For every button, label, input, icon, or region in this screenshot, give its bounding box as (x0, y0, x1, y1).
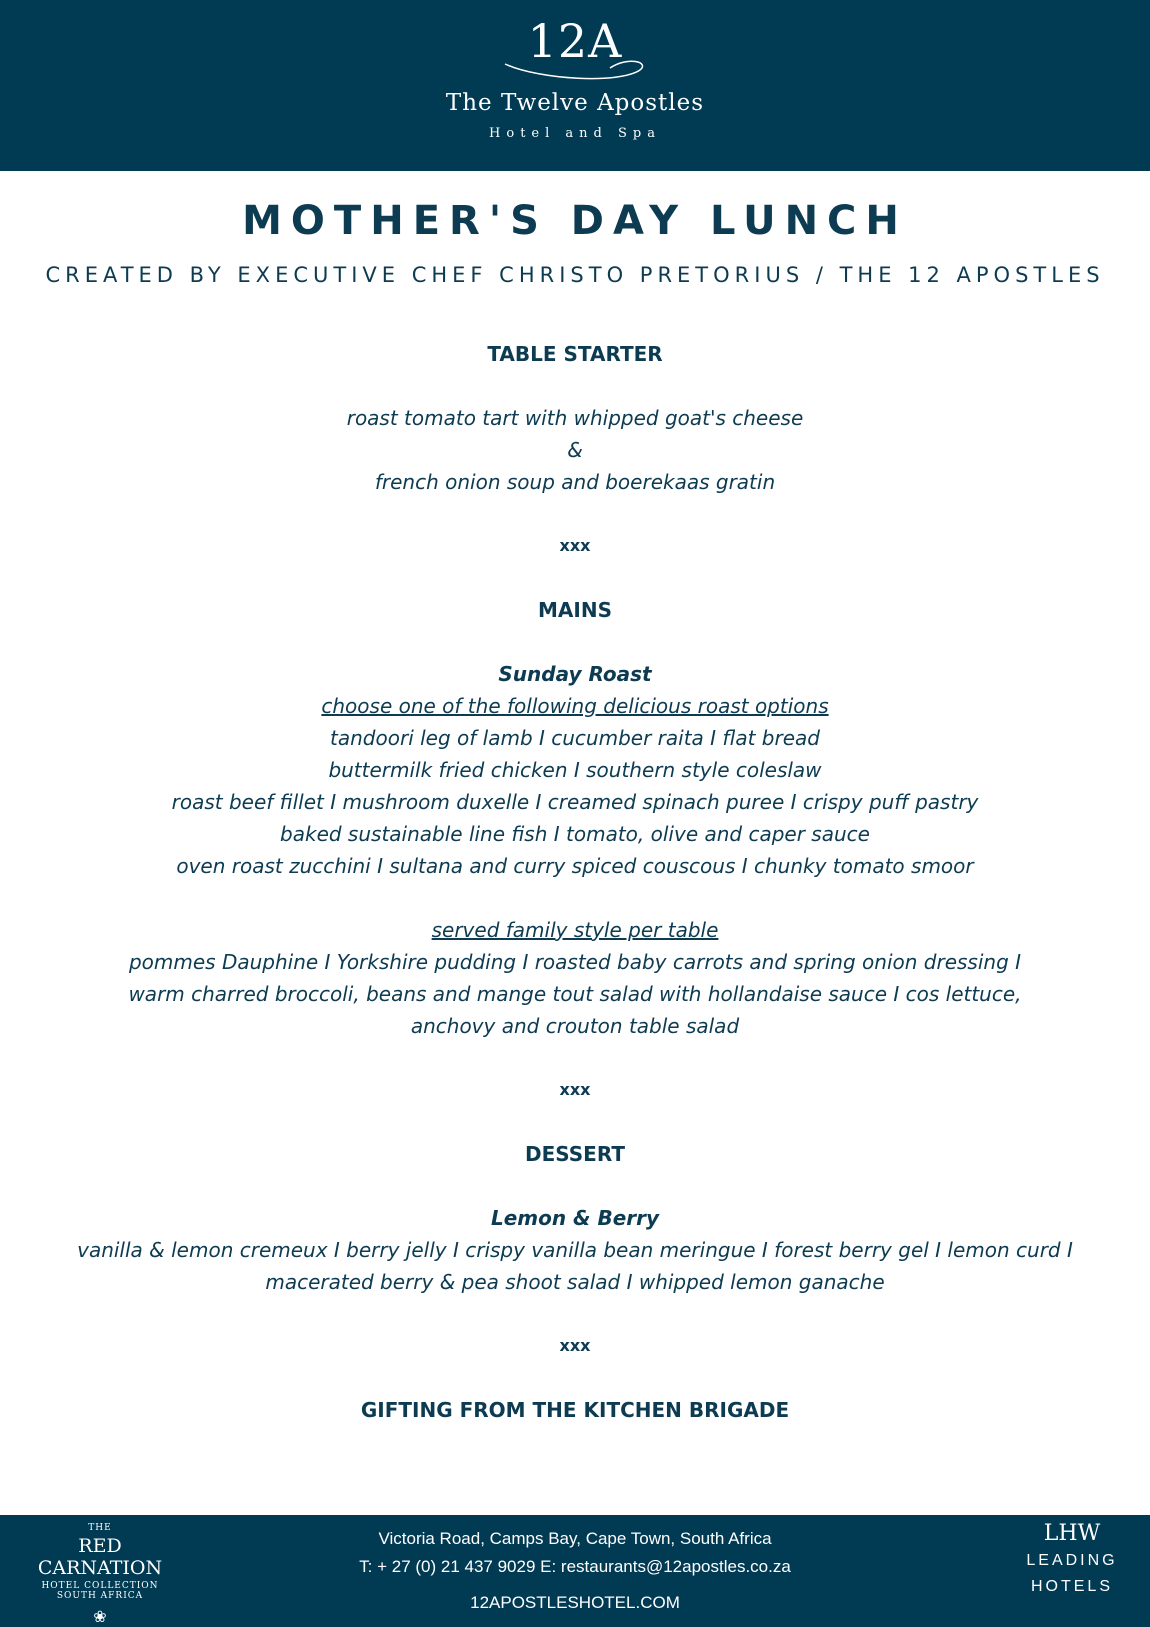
hotel-subtitle: Hotel and Spa (489, 126, 661, 141)
rc-line3: SOUTH AFRICA (56, 1591, 144, 1601)
rc-name: RED CARNATION (37, 1535, 163, 1579)
footer-banner (0, 1515, 1150, 1627)
carnation-icon: ❀ (93, 1607, 107, 1626)
roast-option: buttermilk fried chicken I southern style coleslaw (328, 758, 822, 782)
contact-text[interactable]: T: + 27 (0) 21 437 9029 E: restaurants@12apostles.co.za (359, 1557, 791, 1576)
rc-line2: HOTEL COLLECTION (41, 1581, 159, 1591)
dessert-title: Lemon & Berry (490, 1206, 660, 1230)
lhw-monogram: LHW (1043, 1521, 1101, 1546)
starter-item-1: roast tomato tart with whipped goat's cheese (346, 406, 804, 430)
section-separator: xxx (559, 536, 591, 555)
lh-word-hotels: HOTELS (1030, 1578, 1113, 1595)
section-separator: xxx (559, 1336, 591, 1355)
header-banner (0, 0, 1150, 171)
family-line: pommes Dauphine I Yorkshire pudding I roasted baby carrots and spring onion dressing I (128, 950, 1022, 974)
hotel-name: The Twelve Apostles (445, 90, 705, 116)
mains-heading: MAINS (538, 598, 612, 622)
roast-option: roast beef fillet I mushroom duxelle I creamed spinach puree I crispy puff pastry (171, 790, 979, 814)
website-link[interactable]: 12APOSTLESHOTEL.COM (470, 1593, 680, 1612)
dessert-line: vanilla & lemon cremeux I berry jelly I crispy vanilla bean meringue I forest berry gel I lemon curd I (77, 1238, 1073, 1262)
dessert-line: macerated berry & pea shoot salad I whipped lemon ganache (265, 1270, 885, 1294)
footer-contact (300, 1525, 850, 1617)
roast-title: Sunday Roast (498, 662, 652, 686)
roast-option: tandoori leg of lamb I cucumber raita I flat bread (330, 726, 820, 750)
family-style-heading: served family style per table (431, 918, 719, 942)
section-separator: xxx (559, 1080, 591, 1099)
starter-heading: TABLE STARTER (487, 342, 663, 366)
gifting-heading: GIFTING FROM THE KITCHEN BRIGADE (360, 1398, 790, 1422)
rc-the: THE (88, 1523, 112, 1533)
family-line: anchovy and crouton table salad (410, 1014, 740, 1038)
hotel-logo-mark: 12A (527, 14, 623, 68)
dessert-heading: DESSERT (525, 1142, 625, 1166)
roast-instruction: choose one of the following delicious roast options (321, 694, 829, 718)
roast-option: oven roast zucchini I sultana and curry spiced couscous I chunky tomato smoor (176, 854, 974, 878)
starter-ampersand: & (567, 438, 583, 462)
page-subtitle: CREATED BY EXECUTIVE CHEF CHRISTO PRETORIUS / THE 12 APOSTLES (45, 263, 1105, 287)
page-title: MOTHER'S DAY LUNCH (242, 198, 908, 244)
lh-word-leading: LEADING (1026, 1552, 1118, 1569)
roast-option: baked sustainable line fish I tomato, olive and caper sauce (280, 822, 870, 846)
red-carnation-logo (20, 1523, 180, 1626)
menu-body (40, 338, 1110, 1426)
family-line: warm charred broccoli, beans and mange tout salad with hollandaise sauce I cos lettuce, (128, 982, 1022, 1006)
starter-item-2: french onion soup and boerekaas gratin (374, 470, 776, 494)
leading-hotels-logo (1022, 1523, 1122, 1597)
logo-swash-icon (500, 40, 660, 86)
address-text: Victoria Road, Camps Bay, Cape Town, South Africa (378, 1529, 772, 1548)
